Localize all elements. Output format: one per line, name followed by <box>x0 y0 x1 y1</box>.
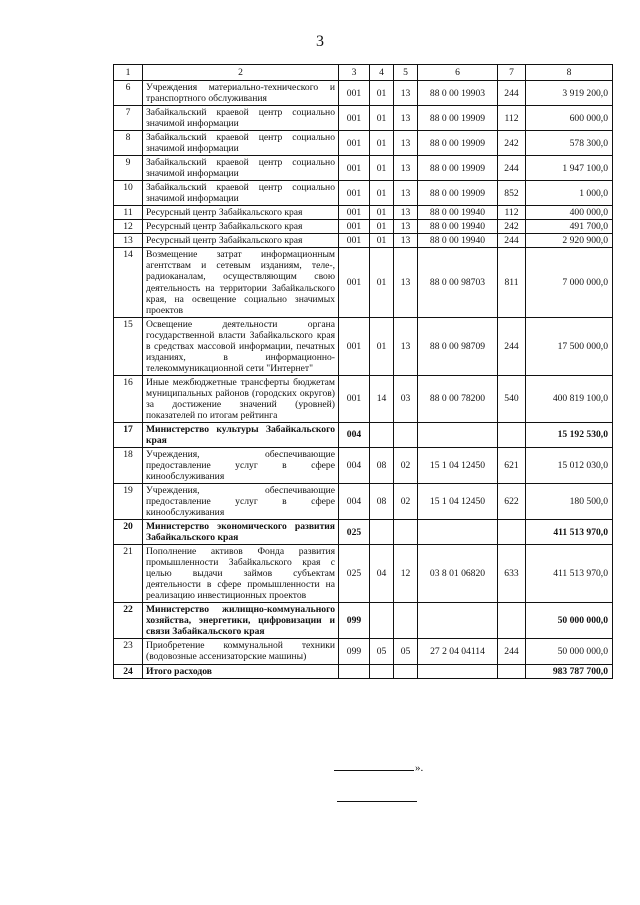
subsection-code-cell: 13 <box>394 106 418 131</box>
section-code-cell: 01 <box>370 206 394 220</box>
table-row <box>114 603 613 639</box>
row-number-cell: 21 <box>114 545 143 603</box>
section-code-cell: 14 <box>370 375 394 422</box>
admin-code-cell: 004 <box>339 447 370 483</box>
subsection-code-cell <box>394 520 418 545</box>
amount-cell: 2 920 900,0 <box>526 234 613 248</box>
item-name-cell: Учреждения, обеспечивающие предоставление услуг в сфере кинообслуживания <box>143 484 339 520</box>
item-name-cell: Министерство культуры Забайкальского края <box>143 422 339 447</box>
section-code-cell: 01 <box>370 317 394 375</box>
admin-code-cell: 001 <box>339 181 370 206</box>
item-name-cell: Учреждения материально-технического и транспортного обслуживания <box>143 81 339 106</box>
expense-type-cell <box>498 664 526 678</box>
item-name-cell: Учреждения, обеспечивающие предоставление услуг в сфере кинообслуживания <box>143 447 339 483</box>
subsection-code-cell: 13 <box>394 220 418 234</box>
amount-cell: 15 192 530,0 <box>526 422 613 447</box>
end-line <box>337 801 417 802</box>
expense-type-cell: 852 <box>498 181 526 206</box>
admin-code-cell: 001 <box>339 131 370 156</box>
target-article-cell: 88 0 00 19909 <box>418 106 498 131</box>
subsection-code-cell <box>394 422 418 447</box>
subsection-code-cell: 13 <box>394 248 418 317</box>
amount-cell: 411 513 970,0 <box>526 545 613 603</box>
expense-type-cell <box>498 603 526 639</box>
row-number-cell: 24 <box>114 664 143 678</box>
budget-table <box>113 64 613 679</box>
item-name-cell: Министерство экономического развития Забайкальского края <box>143 520 339 545</box>
table-row <box>114 206 613 220</box>
item-name-cell: Забайкальский краевой центр социально значимой информации <box>143 156 339 181</box>
table-row <box>114 422 613 447</box>
target-article-cell: 27 2 04 04114 <box>418 639 498 664</box>
expense-type-cell: 244 <box>498 156 526 181</box>
row-number-cell: 18 <box>114 447 143 483</box>
amount-cell: 491 700,0 <box>526 220 613 234</box>
item-name-cell: Иные межбюджетные трансферты бюджетам муниципальных районов (городских округов) за достижение значений (уровней) показателей по итогам рейтинга <box>143 375 339 422</box>
item-name-cell: Пополнение активов Фонда развития промышленности Забайкальского края с целью выдачи займов субъектам деятельности в сфере промышленности на реализацию инвестиционных проектов <box>143 545 339 603</box>
target-article-cell <box>418 520 498 545</box>
amount-cell: 7 000 000,0 <box>526 248 613 317</box>
target-article-cell <box>418 664 498 678</box>
section-code-cell: 05 <box>370 639 394 664</box>
column-header: 3 <box>339 65 370 81</box>
expense-type-cell: 244 <box>498 317 526 375</box>
amount-cell: 400 000,0 <box>526 206 613 220</box>
column-header: 7 <box>498 65 526 81</box>
closing-mark <box>334 762 423 774</box>
expense-type-cell: 242 <box>498 131 526 156</box>
admin-code-cell: 001 <box>339 220 370 234</box>
column-header: 1 <box>114 65 143 81</box>
section-code-cell: 01 <box>370 131 394 156</box>
target-article-cell: 88 0 00 98709 <box>418 317 498 375</box>
expense-type-cell <box>498 422 526 447</box>
item-name-cell: Возмещение затрат информационным агентствам и сетевым изданиям, теле-, радиоканалам, осуществляющим свою деятельность на территории Забайкальского края, на освещение социально значимых проектов <box>143 248 339 317</box>
subsection-code-cell: 13 <box>394 234 418 248</box>
subsection-code-cell: 12 <box>394 545 418 603</box>
row-number-cell: 23 <box>114 639 143 664</box>
section-code-cell <box>370 603 394 639</box>
item-name-cell: Приобретение коммунальной техники (водовозные ассенизаторские машины) <box>143 639 339 664</box>
admin-code-cell <box>339 664 370 678</box>
target-article-cell: 88 0 00 19909 <box>418 181 498 206</box>
subsection-code-cell <box>394 664 418 678</box>
target-article-cell: 88 0 00 19903 <box>418 81 498 106</box>
column-header: 6 <box>418 65 498 81</box>
section-code-cell <box>370 664 394 678</box>
row-number-cell: 8 <box>114 131 143 156</box>
column-header: 4 <box>370 65 394 81</box>
item-name-cell: Ресурсный центр Забайкальского края <box>143 206 339 220</box>
expense-type-cell: 622 <box>498 484 526 520</box>
subsection-code-cell: 05 <box>394 639 418 664</box>
table-header-row <box>114 65 613 81</box>
target-article-cell: 88 0 00 19909 <box>418 131 498 156</box>
amount-cell: 400 819 100,0 <box>526 375 613 422</box>
row-number-cell: 10 <box>114 181 143 206</box>
target-article-cell: 88 0 00 19940 <box>418 206 498 220</box>
target-article-cell: 03 8 01 06820 <box>418 545 498 603</box>
table-row <box>114 220 613 234</box>
item-name-cell: Забайкальский краевой центр социально значимой информации <box>143 181 339 206</box>
subsection-code-cell: 03 <box>394 375 418 422</box>
expense-type-cell: 112 <box>498 106 526 131</box>
section-code-cell <box>370 520 394 545</box>
row-number-cell: 22 <box>114 603 143 639</box>
row-number-cell: 16 <box>114 375 143 422</box>
amount-cell: 17 500 000,0 <box>526 317 613 375</box>
amount-cell: 15 012 030,0 <box>526 447 613 483</box>
admin-code-cell: 025 <box>339 520 370 545</box>
subsection-code-cell: 13 <box>394 317 418 375</box>
row-number-cell: 7 <box>114 106 143 131</box>
admin-code-cell: 001 <box>339 317 370 375</box>
page-number: 3 <box>316 33 324 50</box>
closing-quote-text: ». <box>415 762 424 774</box>
subsection-code-cell: 02 <box>394 484 418 520</box>
row-number-cell: 17 <box>114 422 143 447</box>
section-code-cell <box>370 422 394 447</box>
subsection-code-cell: 02 <box>394 447 418 483</box>
section-code-cell: 01 <box>370 220 394 234</box>
admin-code-cell: 004 <box>339 484 370 520</box>
item-name-cell: Забайкальский краевой центр социально значимой информации <box>143 131 339 156</box>
admin-code-cell: 025 <box>339 545 370 603</box>
expense-type-cell: 242 <box>498 220 526 234</box>
expense-type-cell: 244 <box>498 639 526 664</box>
expense-type-cell: 633 <box>498 545 526 603</box>
table-row <box>114 106 613 131</box>
table-row <box>114 520 613 545</box>
section-code-cell: 08 <box>370 484 394 520</box>
table-row <box>114 156 613 181</box>
section-code-cell: 04 <box>370 545 394 603</box>
budget-table-body <box>114 65 613 679</box>
expense-type-cell: 112 <box>498 206 526 220</box>
item-name-cell: Ресурсный центр Забайкальского края <box>143 220 339 234</box>
admin-code-cell: 001 <box>339 375 370 422</box>
row-number-cell: 9 <box>114 156 143 181</box>
table-row <box>114 81 613 106</box>
admin-code-cell: 001 <box>339 206 370 220</box>
target-article-cell: 88 0 00 19940 <box>418 234 498 248</box>
subsection-code-cell: 13 <box>394 181 418 206</box>
amount-cell: 1 947 100,0 <box>526 156 613 181</box>
section-code-cell: 01 <box>370 81 394 106</box>
expense-type-cell: 621 <box>498 447 526 483</box>
expense-type-cell: 540 <box>498 375 526 422</box>
row-number-cell: 13 <box>114 234 143 248</box>
expense-type-cell: 244 <box>498 234 526 248</box>
row-number-cell: 19 <box>114 484 143 520</box>
admin-code-cell: 001 <box>339 248 370 317</box>
amount-cell: 578 300,0 <box>526 131 613 156</box>
amount-cell: 411 513 970,0 <box>526 520 613 545</box>
expense-type-cell: 244 <box>498 81 526 106</box>
target-article-cell: 15 1 04 12450 <box>418 484 498 520</box>
expense-type-cell <box>498 520 526 545</box>
row-number-cell: 6 <box>114 81 143 106</box>
amount-cell: 50 000 000,0 <box>526 603 613 639</box>
expense-type-cell: 811 <box>498 248 526 317</box>
subsection-code-cell <box>394 603 418 639</box>
table-row <box>114 484 613 520</box>
section-code-cell: 08 <box>370 447 394 483</box>
section-code-cell: 01 <box>370 181 394 206</box>
admin-code-cell: 001 <box>339 81 370 106</box>
table-row <box>114 447 613 483</box>
target-article-cell: 88 0 00 19940 <box>418 220 498 234</box>
item-name-cell: Ресурсный центр Забайкальского края <box>143 234 339 248</box>
admin-code-cell: 001 <box>339 106 370 131</box>
target-article-cell: 15 1 04 12450 <box>418 447 498 483</box>
item-name-cell: Министерство жилищно-коммунального хозяйства, энергетики, цифровизации и связи Забайкальского края <box>143 603 339 639</box>
amount-cell: 180 500,0 <box>526 484 613 520</box>
subsection-code-cell: 13 <box>394 131 418 156</box>
amount-cell: 50 000 000,0 <box>526 639 613 664</box>
admin-code-cell: 004 <box>339 422 370 447</box>
subsection-code-cell: 13 <box>394 156 418 181</box>
table-row <box>114 317 613 375</box>
item-name-cell: Забайкальский краевой центр социально значимой информации <box>143 106 339 131</box>
amount-cell: 3 919 200,0 <box>526 81 613 106</box>
admin-code-cell: 001 <box>339 234 370 248</box>
signature-underline <box>334 770 414 771</box>
target-article-cell: 88 0 00 78200 <box>418 375 498 422</box>
target-article-cell: 88 0 00 98703 <box>418 248 498 317</box>
row-number-cell: 15 <box>114 317 143 375</box>
table-row <box>114 131 613 156</box>
admin-code-cell: 001 <box>339 156 370 181</box>
amount-cell: 983 787 700,0 <box>526 664 613 678</box>
table-row <box>114 664 613 678</box>
table-row <box>114 248 613 317</box>
section-code-cell: 01 <box>370 248 394 317</box>
table-row <box>114 639 613 664</box>
target-article-cell <box>418 603 498 639</box>
table-row <box>114 181 613 206</box>
amount-cell: 600 000,0 <box>526 106 613 131</box>
row-number-cell: 20 <box>114 520 143 545</box>
target-article-cell: 88 0 00 19909 <box>418 156 498 181</box>
item-name-cell: Освещение деятельности органа государственной власти Забайкальского края в средствах массовой информации, печатных изданиях, в информационно-телекоммуникационной сети "Интернет" <box>143 317 339 375</box>
section-code-cell: 01 <box>370 156 394 181</box>
row-number-cell: 12 <box>114 220 143 234</box>
table-row <box>114 375 613 422</box>
table-row <box>114 234 613 248</box>
subsection-code-cell: 13 <box>394 81 418 106</box>
column-header: 5 <box>394 65 418 81</box>
admin-code-cell: 099 <box>339 639 370 664</box>
table-row <box>114 545 613 603</box>
section-code-cell: 01 <box>370 234 394 248</box>
column-header: 2 <box>143 65 339 81</box>
target-article-cell <box>418 422 498 447</box>
section-code-cell: 01 <box>370 106 394 131</box>
subsection-code-cell: 13 <box>394 206 418 220</box>
row-number-cell: 14 <box>114 248 143 317</box>
row-number-cell: 11 <box>114 206 143 220</box>
amount-cell: 1 000,0 <box>526 181 613 206</box>
item-name-cell: Итого расходов <box>143 664 339 678</box>
admin-code-cell: 099 <box>339 603 370 639</box>
column-header: 8 <box>526 65 613 81</box>
